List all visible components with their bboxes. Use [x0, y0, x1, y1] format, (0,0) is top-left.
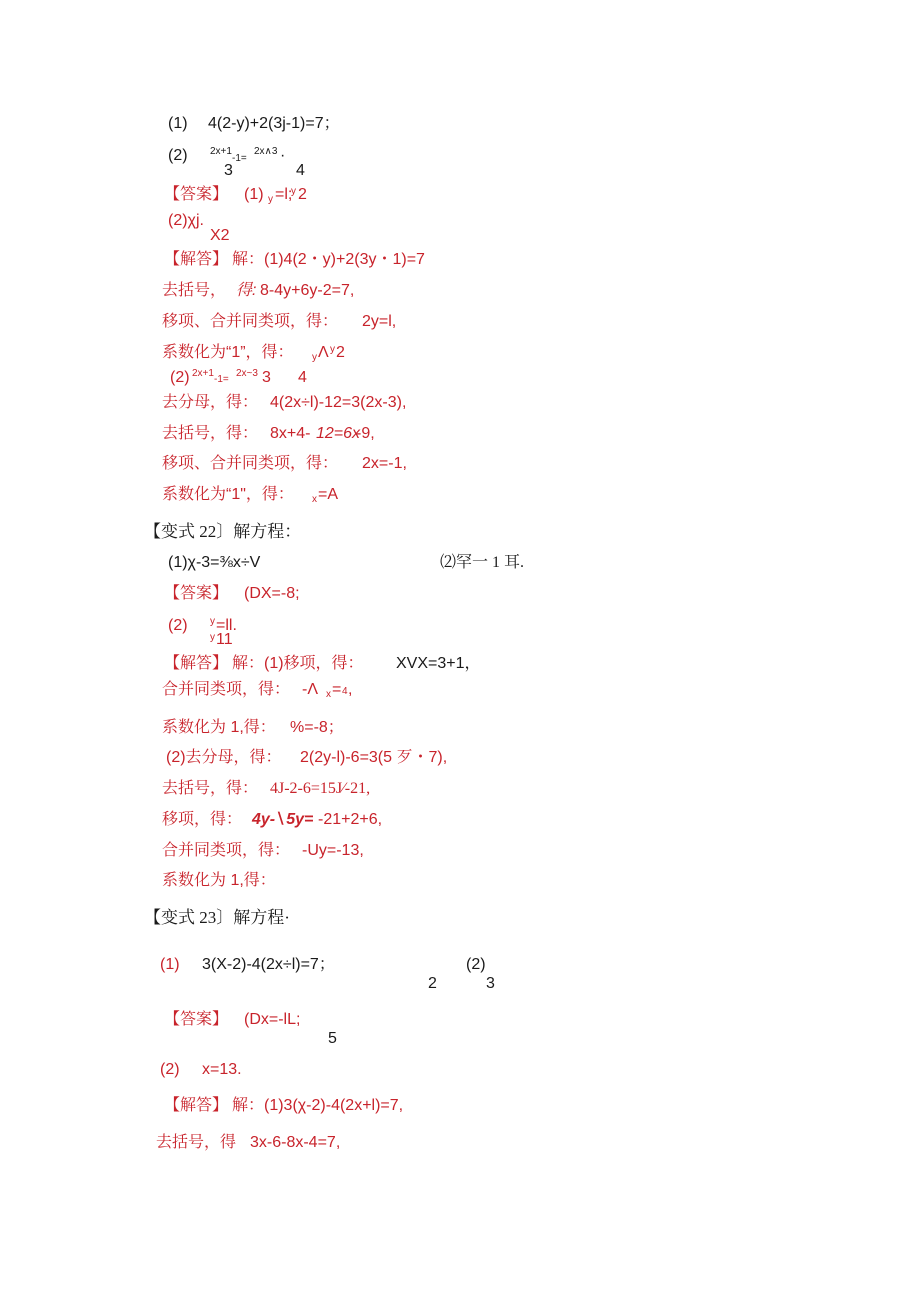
answer-1-b: y: [268, 194, 273, 205]
step-7-label: 移项、合并同类项，得：: [162, 455, 339, 472]
variant-23-answer-2: x=13.: [202, 1061, 242, 1078]
variant-23-question-1: 3(X-2)-4(2x÷l)=7；: [202, 956, 335, 973]
step-8-b: =A: [318, 486, 339, 503]
step-3-d: 2: [336, 344, 345, 361]
step-3-b: Λ: [318, 344, 329, 361]
problem-2-denominator-1: 3: [224, 162, 233, 179]
answer-1-d: y: [291, 186, 296, 197]
variant-23-question-2-denominator-2: 3: [486, 975, 495, 992]
variant-22-answer-2-c: y: [210, 632, 215, 643]
variant-22-question-1: (1)χ-3=⅜x÷V: [168, 554, 261, 571]
step-8-label: 系数化为“1"，得：: [162, 486, 294, 503]
problem-1-equation: 4(2-y)+2(3j-1)=7；: [208, 115, 340, 132]
variant-22-question-2: ⑵罕一 1 耳.: [440, 554, 525, 571]
variant-23-heading: 【变式 23〕解方程·: [144, 908, 290, 927]
variant-22-step-2-e: ,: [348, 681, 353, 698]
variant-22-answer-2-b: =ll.: [216, 617, 237, 634]
variant-23-question-2-number: (2): [466, 956, 486, 973]
variant-22-step-2-c: =: [332, 681, 342, 698]
variant-22-answer-2-number: (2): [168, 617, 188, 634]
variant-22-heading: 【变式 22〕解方程：: [144, 522, 302, 541]
step-4-sup: 2x+1: [192, 368, 214, 379]
variant-22-step-6-equation: 4y-∖5y=: [252, 811, 314, 828]
problem-2-sup2: 2x∧3: [254, 146, 278, 157]
variant-22-step-3-label: 系数化为 1,得：: [162, 719, 276, 736]
step-1-label: 去括号，: [162, 282, 227, 299]
solution-label: 【解答】: [164, 251, 229, 268]
variant-23-step-2-equation: 3x-6-8x-4=7,: [250, 1134, 341, 1151]
variant-22-step-2-label: 合并同类项，得：: [162, 681, 291, 698]
variant-22-step-2-a: -Λ: [302, 681, 319, 698]
step-6-label: 去括号，得：: [162, 425, 259, 442]
step-4-b: 3: [262, 369, 271, 386]
step-6-eq-2: 12=6x: [316, 425, 361, 442]
variant-23-solution-label: 【解答】: [164, 1097, 229, 1114]
step-6-eq-1: 8x+4-: [270, 425, 311, 442]
step-3-c: y: [330, 344, 335, 355]
step-4-sub: -1=: [214, 374, 229, 385]
step-7-equation: 2x=-1,: [362, 455, 407, 472]
step-4-sup2: 2x~3: [236, 368, 258, 379]
variant-23-answer-1: (Dx=-lL;: [244, 1011, 301, 1028]
answer-1-c: =l;: [275, 186, 293, 203]
step-1-equation: 8-4y+6y-2=7,: [260, 282, 355, 299]
variant-22-step-6-label: 移项，得：: [162, 811, 243, 828]
variant-22-answer-2-d: 11: [216, 631, 233, 648]
answer-label: 【答案】: [164, 186, 229, 203]
problem-2-tail: ·: [280, 147, 286, 164]
variant-23-answer-1-denominator: 5: [328, 1030, 337, 1047]
variant-22-answer-1: (DX=-8;: [244, 585, 300, 602]
variant-22-step-4-label: (2)去分母，得：: [166, 749, 282, 766]
variant-23-solution-1: 解：(1)3(χ-2)-4(2x+l)=7,: [232, 1097, 404, 1114]
answer-2-b: X2: [210, 227, 230, 244]
problem-2-sup: 2x+1: [210, 146, 232, 157]
variant-22-step-8-label: 系数化为 1,得：: [162, 872, 276, 889]
step-3-label: 系数化为“1”，得：: [162, 344, 294, 361]
problem-2-denominator-2: 4: [296, 162, 305, 179]
variant-23-answer-2-number: (2): [160, 1061, 180, 1078]
variant-22-step-7-equation: -Uy=-13,: [302, 842, 364, 859]
step-3-a: y: [312, 352, 317, 363]
step-2-label: 移项、合并同类项，得：: [162, 313, 339, 330]
answer-1-e: 2: [298, 186, 307, 203]
step-2-equation: 2y=l,: [362, 313, 397, 330]
variant-22-answer-2-a: y: [210, 616, 215, 627]
problem-1-number: (1): [168, 115, 188, 132]
variant-22-solution-1: 解：(1)移项，得：: [232, 655, 364, 672]
step-5-label: 去分母，得：: [162, 394, 259, 411]
variant-22-step-6-equation-2: -21+2+6,: [318, 811, 383, 828]
variant-23-question-1-number: (1): [160, 956, 180, 973]
problem-2-number: (2): [168, 147, 188, 164]
step-8-a: x: [312, 494, 317, 505]
variant-23-answer-label: 【答案】: [164, 1011, 229, 1028]
problem-2-sub: -1=: [232, 153, 247, 164]
variant-22-step-2-d: 4: [342, 686, 348, 697]
variant-23-question-2-denominator-1: 2: [428, 975, 437, 992]
variant-22-solution-label: 【解答】: [164, 655, 229, 672]
variant-22-step-2-b: x: [326, 689, 331, 700]
variant-22-step-4-equation: 2(2y-l)-6=3(5 歹・7),: [300, 749, 448, 766]
variant-23-step-2-label: 去括号，得: [156, 1134, 237, 1151]
step-4-a: (2): [170, 369, 190, 386]
variant-22-answer-label: 【答案】: [164, 585, 229, 602]
step-5-equation: 4(2x÷l)-12=3(2x-3),: [270, 394, 407, 411]
step-1-de: 得:: [236, 282, 257, 299]
variant-22-step-5-label: 去括号，得：: [162, 780, 259, 797]
step-4-c: 4: [298, 369, 307, 386]
answer-1-a: (1): [244, 186, 264, 203]
answer-2-a: (2)χj.: [168, 212, 204, 229]
step-6-eq-3: -9,: [356, 425, 375, 442]
variant-22-step-3-equation: %=-8；: [290, 719, 344, 736]
variant-22-solution-1-equation: XVX=3+1，: [396, 655, 481, 672]
variant-22-step-7-label: 合并同类项，得：: [162, 842, 291, 859]
variant-22-step-5-equation: 4J-2-6=15J∕-21,: [270, 780, 371, 797]
solution-line-1: 解：(1)4(2・y)+2(3y・1)=7: [232, 251, 425, 268]
